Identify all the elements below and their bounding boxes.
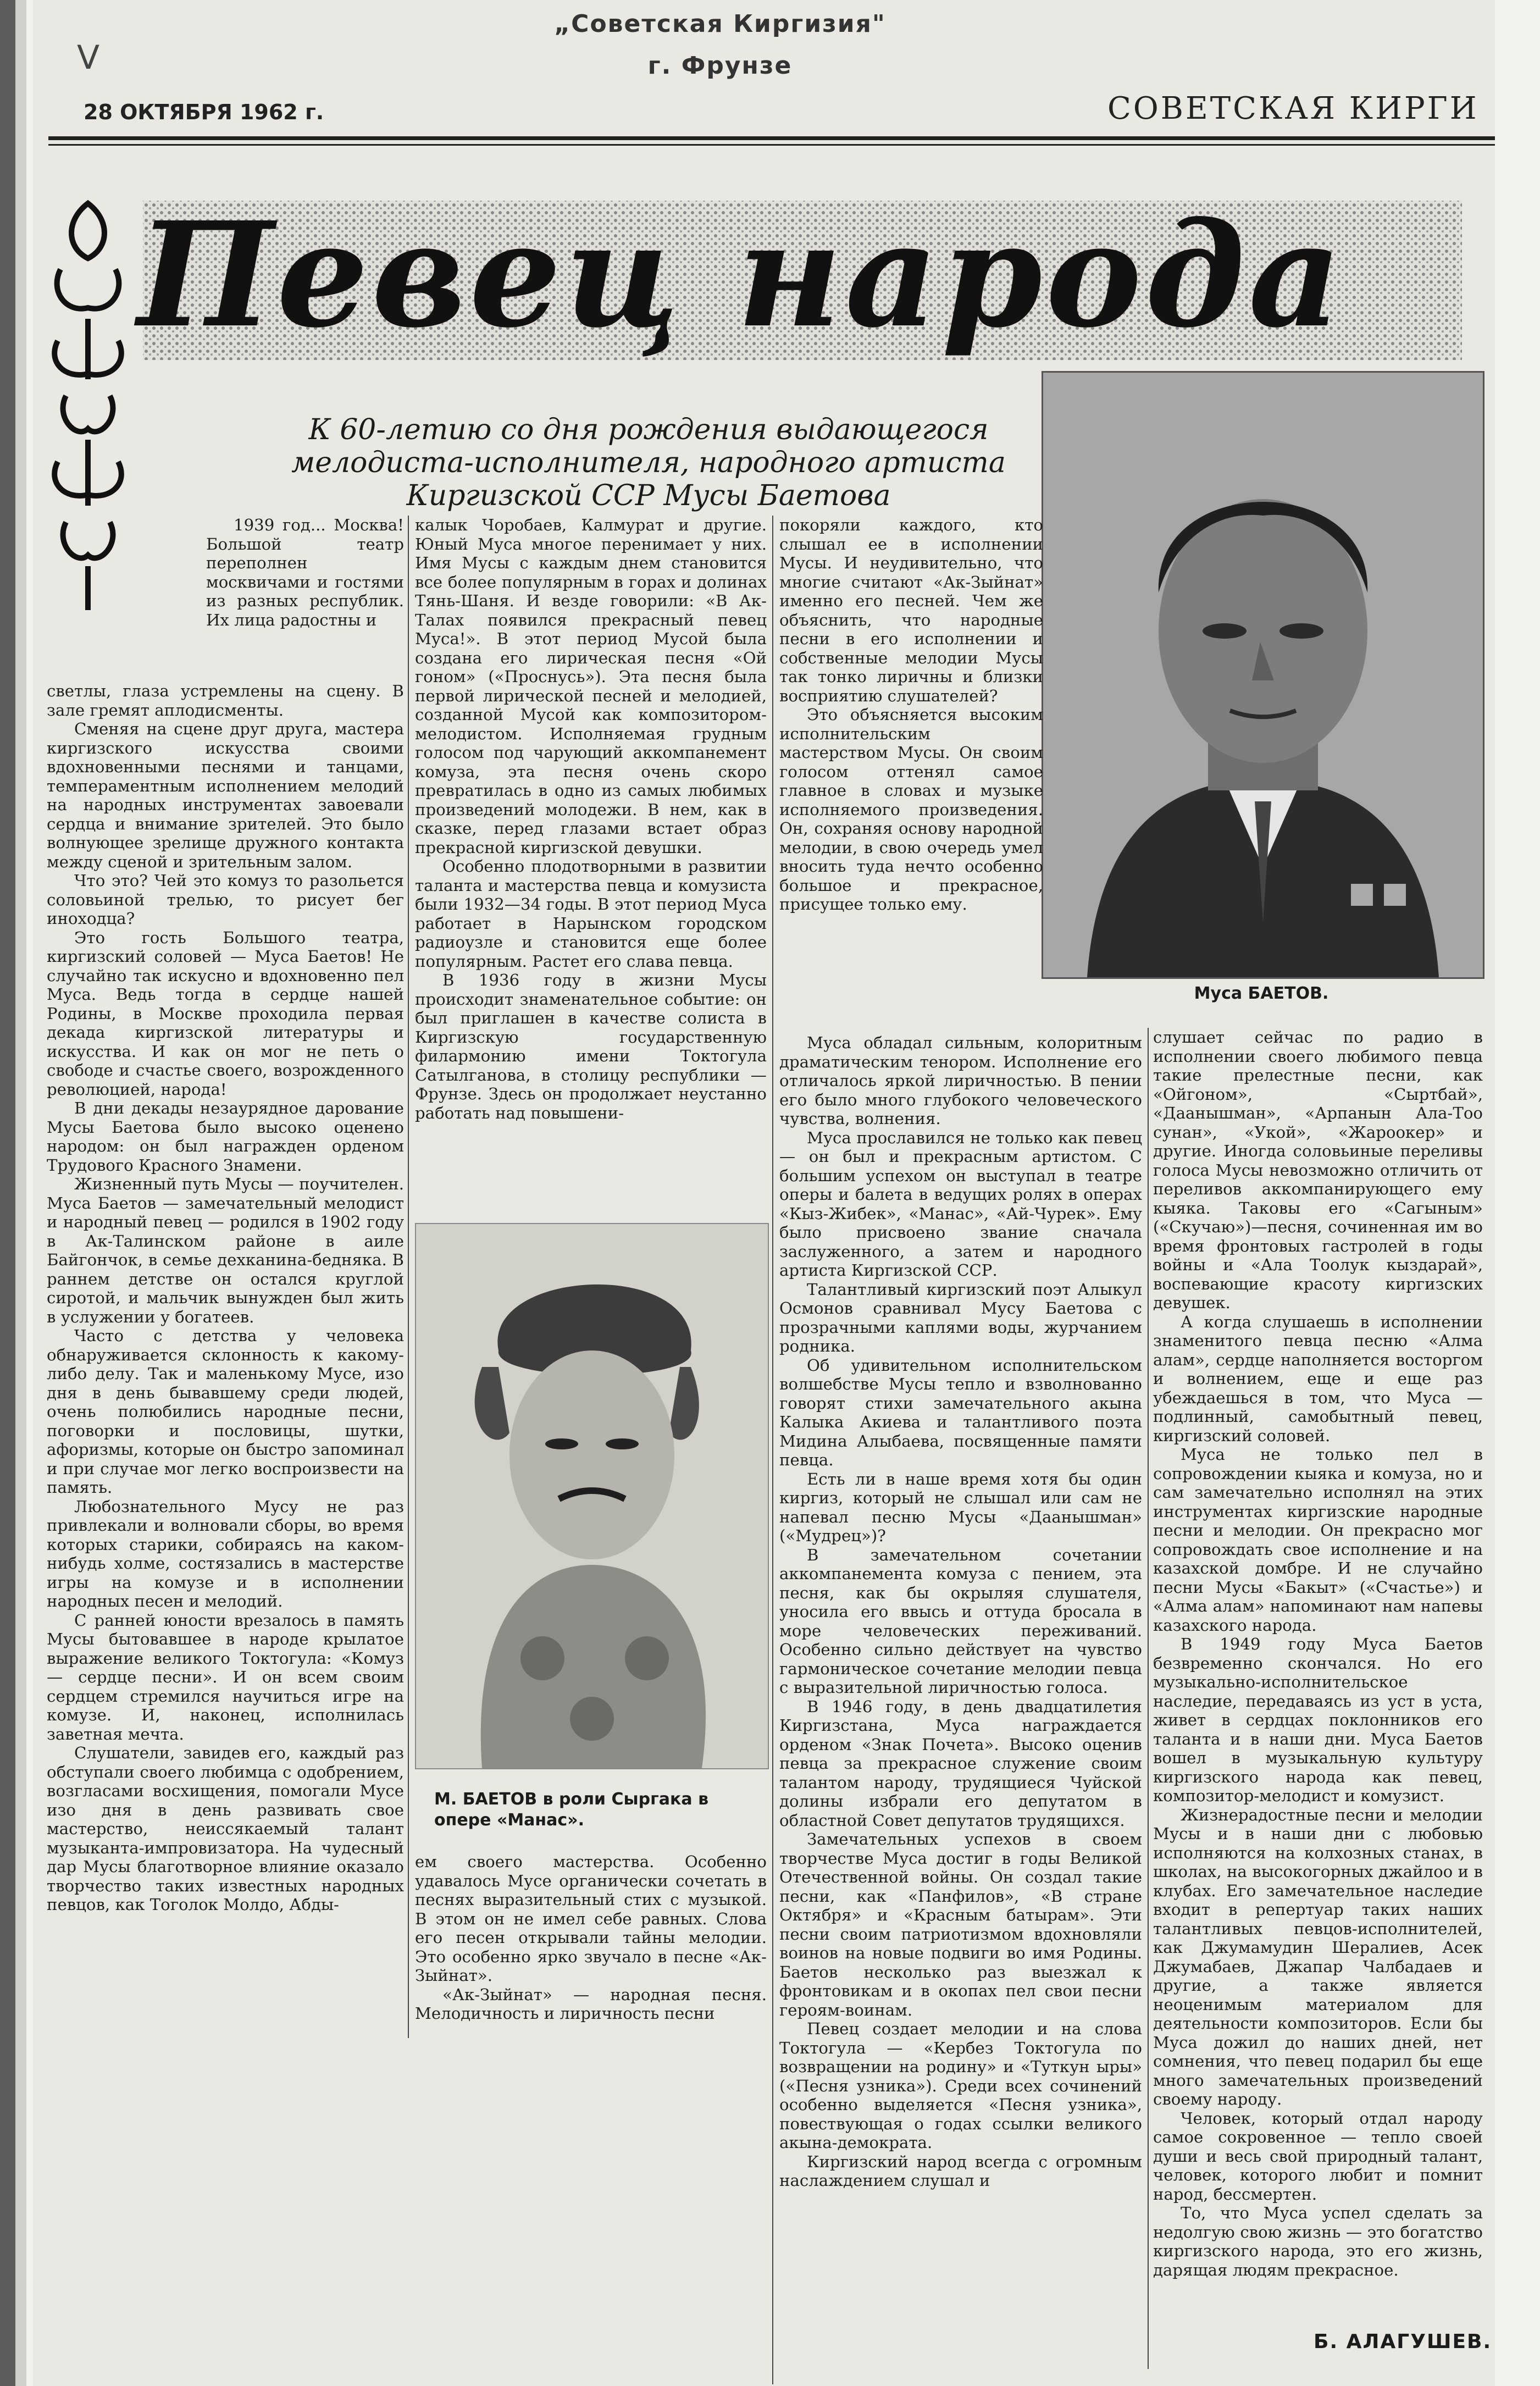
paragraph: Что это? Чей это комуз то разольется соловьиной трелью, то рисует бег иноходца? <box>47 871 404 928</box>
subtitle-line: Киргизской ССР Мусы Баетова <box>406 479 891 512</box>
stamp-city: г. Фрунзе <box>647 52 793 80</box>
paragraph: Киргизский народ всегда с огромным наслаждением слушал и <box>779 2152 1142 2190</box>
paragraph: Жизненный путь Мусы — поучителен. Муса Баетов — замечательный мелодист и народный певец — родился в 1902 году в Ак-Талинском районе в аиле Байгончок, в семье дехканина-бедняка. В раннем детстве он остался круглой сиротой, и мальчик вынужден был жить в услужении у богатеев. <box>47 1175 404 1326</box>
paragraph: Муса обладал сильным, колоритным драматическим тенором. Исполнение его отличалось яркой лиричностью. В пении его было много глубокого человеческого чувства, волнения. <box>779 1033 1142 1128</box>
paragraph: «Ак-Зыйнат» — народная песня. Мелодичность и лиричность песни <box>415 1985 767 2023</box>
paragraph: 1939 год... Москва! Большой театр переполнен москвичами и гостями из разных республик. Их лица радостны и <box>206 516 404 629</box>
column-rule <box>408 516 409 2038</box>
paragraph: Замечательных успехов в своем творчестве Муса достиг в годы Великой Отечественной войны. Он создал такие песни, как «Панфилов», «В стране Октября» и «Красным батырам». Эти песни своим патриотизмом вдохновляли воинов на новые подвиги во имя Родины. Баетов несколько раз выезжал к фронтовикам и в окопах пел свои песни героям-воинам. <box>779 1830 1142 2019</box>
article-column-3-continued <box>779 1033 1142 2374</box>
paragraph: Жизнерадостные песни и мелодии Мусы и в наши дни с любовью исполняются на колхозных станах, в школах, на высокогорных джайлоо и в клубах. Его замечательное наследие входит в репертуар таких наших талантливых певцов-исполнителей, как Джумамудин Шералиев, Асек Джумабаев, Джапар Чалбадаев и другие, а также является неоценимым материалом для деятельности композиторов. Если бы Муса дожил до наших дней, нет сомнения, что певец подарил бы еще много замечательных произведений своему народу. <box>1153 1805 1483 2108</box>
paragraph: В замечательном сочетании аккомпанемента комуза с пением, эта песня, как бы окрыляя слушателя, уносила его ввысь и оттуда бросала в море человеческих переживаний. Особенно сильно действует на чувство гармоническое сочетание мелодии певца с выразительной лиричностью голоса. <box>779 1545 1142 1697</box>
paragraph: Муса не только пел в сопровождении кыяка и комуза, но и сам замечательно исполнял на этих инструментах киргизские народные песни и мелодии. Он прекрасно мог сопровождать свое исполнение и на казахской домбре. И не случайно песни Мусы «Бакыт» («Счастье») и «Алма алам» напоминают нам напевы казахского народа. <box>1153 1445 1483 1635</box>
paragraph: В дни декады незаурядное дарование Мусы Баетова было высоко оценено народом: он был награжден орденом Трудового Красного Знамени. <box>47 1099 404 1175</box>
header-rule-thin <box>48 144 1495 146</box>
subtitle-line: К 60-летию со дня рождения выдающегося <box>308 413 989 446</box>
paragraph: Это гость Большого театра, киргизский соловей — Муса Баетов! Не случайно так искусно и вдохновенно пел Муса. Ведь тогда в сердце нашей Родины, в Москве проходила первая декада киргизской литературы и искусства. И как он мог не петь о свободе и счастье своего, возрожденного революцией, народа! <box>47 928 404 1099</box>
paragraph: В 1936 году в жизни Мусы происходит знаменательное событие: он был приглашен в качестве солиста в Киргизскую государственную филармонию имени Токтогула Сатылганова, в столицу республики — Фрунзе. Здесь он продолжает неустанно работать над повышени- <box>415 971 767 1122</box>
paragraph: слушает сейчас по радио в исполнении своего любимого певца такие прелестные песни, как «Ойгоном», «Сыртбай», «Даанышман», «Арпанын Ала-Тоо сунан», «Укой», «Жароокер» и другие. Иногда соловьиные переливы голоса Мусы невозможно отличить от переливов аккомпанирующего ему кыяка. Таковы его «Сагыным» («Скучаю»)—песня, сочиненная им во время фронтовых гастролей в годы войны и «Ала Тоолук кыздарай», воспевающие красоту киргизских девушек. <box>1153 1028 1483 1312</box>
paragraph: Особенно плодотворными в развитии таланта и мастерства певца и комузиста были 1932—34 годы. В этот период Муса работает в Нарынском городском радиоузле и становится еще более популярным. Растет его слава певца. <box>415 857 767 971</box>
paragraph: Есть ли в наше время хотя бы один киргиз, который не слышал или сам не напевал песню Мусы «Даанышман» («Мудрец»)? <box>779 1469 1142 1545</box>
column-rule <box>772 516 773 2384</box>
paragraph: Любознательного Мусу не раз привлекали и волновали сборы, во время которых старики, собираясь на каком-нибудь холме, состязались в мастерстве игры на комузе и в исполнении народных песен и мелодий. <box>47 1497 404 1610</box>
article-title: Певец народа <box>137 190 1345 359</box>
issue-date: 28 ОКТЯБРЯ 1962 г. <box>84 100 324 124</box>
stamp-newspaper-name: „Советская Киргизия" <box>554 10 886 38</box>
paragraph: А когда слушаешь в исполнении знаменитого певца песню «Алма алам», сердце наполняется восторгом и волнением, еще и еще раз убеждаешься в том, что Муса — подлинный, самобытный певец, киргизский соловей. <box>1153 1312 1483 1445</box>
scan-edge-light <box>15 0 26 2386</box>
header-rule <box>48 136 1495 140</box>
paragraph: Певец создает мелодии и на слова Токтогула — «Кербез Токтогула по возвращении на родину» и «Туткун ыры» («Песня узника»). Среди всех сочинений особенно выделяется «Песня узника», повествующая о годах ссылки великого акына-демократа. <box>779 2019 1142 2152</box>
kyrgyz-ornament-icon <box>44 198 132 616</box>
paragraph: С ранней юности врезалось в память Мусы бытовавшее в народе крылатое выражение великого Токтогула: «Комуз — сердце песни». И он всем своим сердцем стремился научиться игре на комузе. И, наконец, исполнилась заветная мечта. <box>47 1610 404 1743</box>
article-column-2-continued <box>415 1852 767 2028</box>
paragraph: Муса прославился не только как певец — он был и прекрасным артистом. С большим успехом он выступал в театре оперы и балета в ведущих ролях в операх «Кыз-Жибек», «Манас», «Ай-Чурек». Ему было присвоено звание сначала заслуженного, а затем и народного артиста Киргизской ССР. <box>779 1128 1142 1280</box>
article-column-1-intro <box>206 516 404 680</box>
paragraph: покоряли каждого, кто слышал ее в исполнении Мусы. И неудивительно, что многие считают «Ак-Зыйнат» именно его песней. Чем же объяснить, что народные песни в его исполнении и собственные мелодии Мусы так тонко лиричны и близки восприятию слушателей? <box>779 516 1043 705</box>
portrait-photo <box>1042 371 1484 979</box>
opera-role-drawing <box>415 1223 769 1769</box>
paragraph: Часто с детства у человека обнаруживается склонность к какому-либо делу. Так и маленькому Мусе, изо дня в день бывавшему среди людей, очень полюбились народные песни, поговорки и пословицы, шутки, афоризмы, которые он быстро запоминал и при случае мог легко воспроизвести на память. <box>47 1326 404 1497</box>
paragraph: В 1946 году, в день двадцатилетия Киргизстана, Муса награждается орденом «Знак Почета». Высоко оценив певца за прекрасное служение своим талантом народу, трудящиеся Чуйской долины избрали его депутатом в областной Совет депутатов трудящихся. <box>779 1697 1142 1830</box>
article-column-4 <box>1153 1028 1483 2309</box>
subtitle-line: мелодиста-исполнителя, народного артиста <box>291 446 1006 479</box>
article-column-3 <box>779 516 1043 1032</box>
article-column-2 <box>415 516 767 1220</box>
article-subtitle <box>286 413 1011 512</box>
paragraph: Об удивительном исполнительском волшебстве Мусы тепло и взволнованно говорят стихи замечательного акына Калыка Акиева и талантливого поэта Мидина Алыбаева, посвященные памяти певца. <box>779 1355 1142 1469</box>
portrait-figure <box>1043 373 1483 977</box>
drawing-caption: М. БАЕТОВ в роли Сыргака в опере «Манас». <box>434 1790 709 1830</box>
paragraph: В 1949 году Муса Баетов безвременно скончался. Но его музыкально-исполнительское наследие, передаваясь из уст в уста, живет в сердцах поклонников его таланта и в наши дни. Муса Баетов вошел в музыкальную культуру киргизского народа как певец, композитор-мелодист и комузист. <box>1153 1635 1483 1805</box>
portrait-caption: Муса БАЕТОВ. <box>1194 984 1329 1003</box>
paragraph: калык Чоробаев, Калмурат и другие. Юный Муса многое перенимает у них. Имя Мусы с каждым днем становится все более популярным в горах и долинах Тянь-Шаня. И везде говорили: «В Ак-Талах появился прекрасный певец Муса!». В этот период Мусой была создана его лирическая песня «Ой гоном» («Проснусь»). Эта песня была первой лирической песней и мелодией, созданной Мусой как композитором-мелодистом. Исполняемая грудным голосом под чарующий аккомпанемент комуза, эта песня очень скоро превратилась в одно из самых любимых произведений молодежи. В нем, как в сказке, перед глазами встает образ прекрасной киргизской девушки. <box>415 516 767 857</box>
scan-edge <box>0 0 15 2386</box>
column-rule <box>1148 1028 1149 2369</box>
paragraph: светлы, глаза устремлены на сцену. В зале гремят аплодисменты. <box>47 682 404 719</box>
paragraph: То, что Муса успел сделать за недолгую свою жизнь — это богатство киргизского народа, это его жизнь, дарящая людям прекрасное. <box>1153 2204 1483 2279</box>
paragraph: Сменяя на сцене друг друга, мастера киргизского искусства своими вдохновенными песнями и танцами, темпераментным исполнением мелодий на народных инструментах завоевали сердца и внимание зрителей. Это было волнующее зрелище дружного контакта между сценой и зрительным залом. <box>47 719 404 871</box>
paragraph: Слушатели, завидев его, каждый раз обступали своего любимца с одобрением, возгласами восхищения, помогали Мусе изо дня в день развивать свое мастерство, неиссякаемый талант музыканта-импровизатора. На чудесный дар Мусы благотворное влияние оказало творчество таких известных народных певцов, как Тоголок Молдо, Абды- <box>47 1743 404 1914</box>
opera-role-figure <box>416 1224 768 1768</box>
paragraph: Талантливый киргизский поэт Алыкул Осмонов сравнивал Мусу Баетова с прозрачными каплями воды, журчанием родника. <box>779 1280 1142 1355</box>
paragraph: Человек, который отдал народу самое сокровенное — тепло своей души и весь свой природный талант, человек, которого любит и помнит народ, бессмертен. <box>1153 2108 1483 2204</box>
paragraph: ем своего мастерства. Особенно удавалось Мусе органически сочетать в песнях выразительный стих с музыкой. В этом он не имел себе равных. Слова его песен открывали тайны мелодии. Это особенно ярко звучало в песне «Ак-Зыйнат». <box>415 1852 767 1985</box>
author-signature: Б. АЛАГУШЕВ. <box>1314 2330 1492 2353</box>
handwritten-mark: V <box>77 38 100 77</box>
article-column-1 <box>47 682 404 2037</box>
paragraph: Это объясняется высоким исполнительским мастерством Мусы. Он своим голосом оттенял самое главное в словах и музыке исполняемого произведения. Он, сохраняя основу народной мелодии, в свою очередь умел вносить туда нечто особенно большое и прекрасное, присущее только ему. <box>779 705 1043 914</box>
masthead: СОВЕТСКАЯ КИРГИ <box>1107 91 1479 126</box>
